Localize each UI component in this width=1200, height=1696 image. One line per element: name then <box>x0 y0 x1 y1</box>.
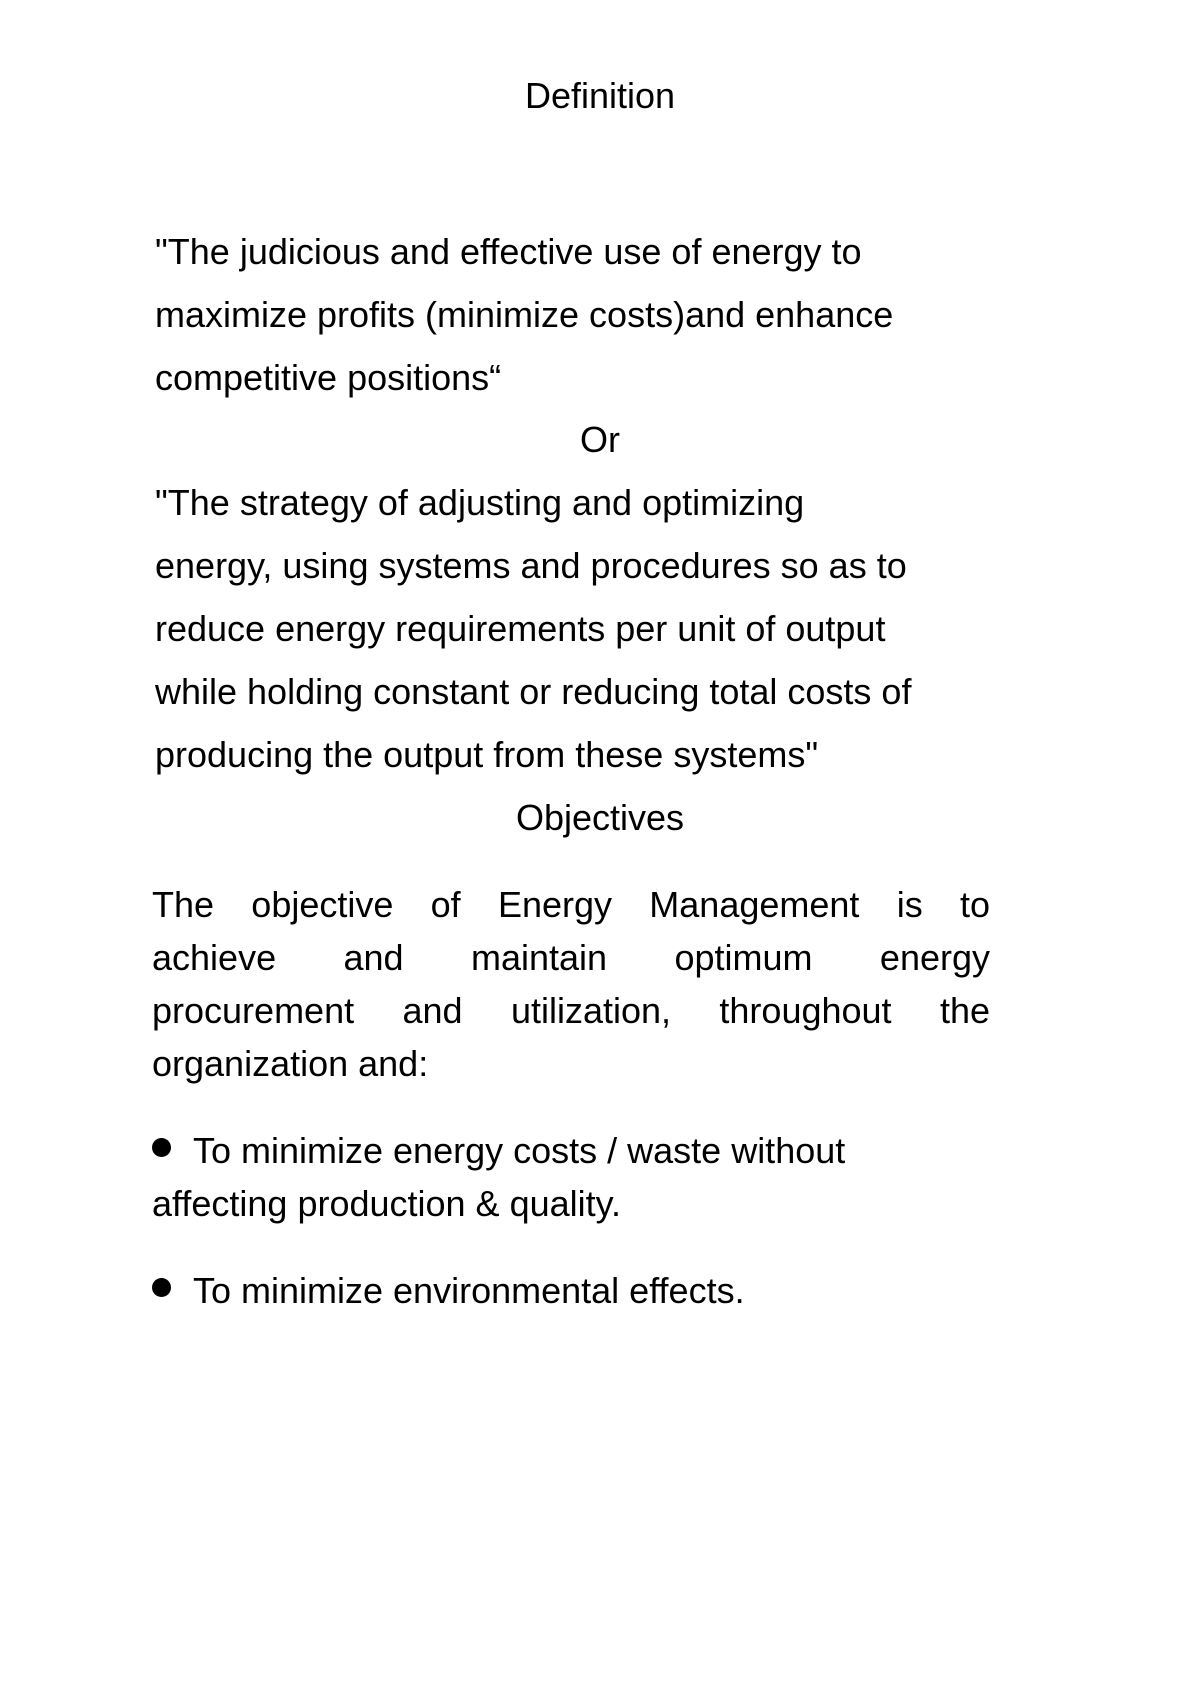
objectives-intro-line: organization and: <box>152 1043 429 1084</box>
bullet-text: To minimize energy costs / waste without <box>193 1130 846 1171</box>
definition-quote-2 <box>155 471 1055 786</box>
bullet-icon <box>152 1138 171 1157</box>
objectives-intro-line: achieve and maintain optimum energy <box>152 937 990 978</box>
definition-heading: Definition <box>524 75 676 116</box>
definition-2-line: energy, using systems and procedures so as to <box>155 545 907 586</box>
bullet-item <box>152 1264 1012 1317</box>
objectives-heading: Objectives <box>515 797 685 838</box>
definition-1-line: "The judicious and effective use of energy to <box>155 231 862 272</box>
objectives-intro <box>152 878 990 1090</box>
definition-2-line: reduce energy requirements per unit of output <box>155 608 886 649</box>
objectives-intro-line: procurement and utilization, throughout the <box>152 990 990 1031</box>
bullet-text: To minimize environmental effects. <box>193 1270 745 1311</box>
definition-quote-1 <box>155 220 1055 409</box>
definition-2-line: "The strategy of adjusting and optimizing <box>155 482 805 523</box>
bullet-item <box>152 1124 1012 1230</box>
definition-2-line: while holding constant or reducing total costs of <box>155 671 912 712</box>
definition-1-line: competitive positions“ <box>155 357 502 398</box>
or-separator: Or <box>580 419 620 460</box>
bullet-text: affecting production & quality. <box>152 1183 621 1224</box>
objectives-intro-line: The objective of Energy Management is to <box>152 884 990 925</box>
definition-2-line: producing the output from these systems" <box>155 734 819 775</box>
definition-1-line: maximize profits (minimize costs)and enhance <box>155 294 894 335</box>
bullet-icon <box>152 1278 171 1297</box>
